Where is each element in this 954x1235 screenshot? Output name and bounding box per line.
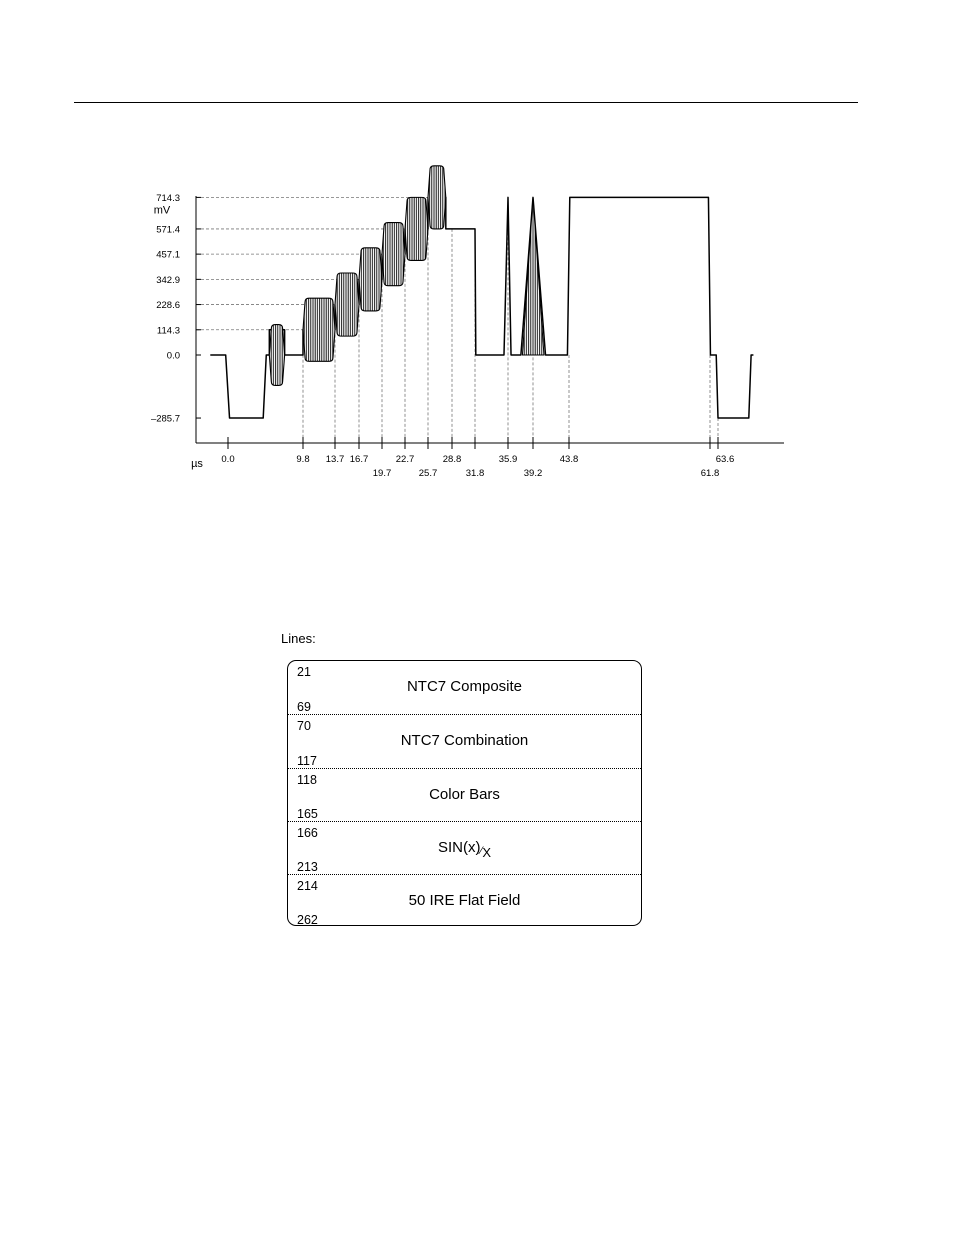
line-row-color-bars [288,768,641,821]
x-tick-label: 9.8 [296,454,310,465]
line-end: 262 [297,913,318,926]
lines-title: Lines: [281,631,316,646]
y-tick-label: 457.1 [156,249,180,261]
line-row-ntc7-combination [288,714,641,767]
fraction-denominator: X [482,844,491,860]
x-tick-label: 13.7 [325,454,345,465]
x-tick-label: 39.2 [523,468,543,479]
x-tick-label: 19.7 [372,468,392,479]
burst-packet [269,325,284,386]
x-unit-label: µs [191,458,203,470]
line-end: 165 [297,806,318,821]
reference-guides [196,197,718,443]
signal-name-main: SIN(x) [437,838,481,856]
y-unit-label: mV [153,204,171,217]
x-tick-label: 25.7 [418,468,438,479]
fraction-slash: ⁄ [480,844,483,857]
axis-labels [151,193,734,479]
line-start: 214 [297,879,318,894]
staircase-packet [303,298,335,361]
staircase-packet [428,166,446,229]
staircase-packet [405,197,428,260]
line-end: 69 [297,700,311,715]
line-row-50-ire-flat-field [288,874,641,926]
y-tick-label: –285.7 [150,413,180,425]
staircase-packet [382,223,405,286]
y-tick-label: 114.3 [156,325,180,337]
x-tick-label: 28.8 [442,454,462,465]
signal-name [288,838,641,860]
y-tick-label: 0.0 [166,350,180,362]
y-tick-label: 571.4 [156,224,180,236]
signal-trace [210,166,753,418]
line-assignment-table [287,660,642,926]
signal-name: NTC7 Composite [406,678,523,695]
x-tick-label: 61.8 [700,468,720,479]
line-start: 21 [297,665,311,679]
signal-line [210,197,753,418]
line-row-ntc7-composite [288,661,641,714]
axes [196,196,784,449]
y-tick-label: 714.3 [156,192,180,204]
x-tick-label: 31.8 [465,468,485,479]
x-tick-label: 43.8 [559,454,579,465]
signal-name: Color Bars [429,785,500,803]
y-tick-label: 342.9 [156,274,180,286]
line-start: 70 [297,719,311,734]
x-tick-label: 0.0 [221,454,235,465]
line-end: 213 [297,860,318,875]
x-tick-label: 63.6 [715,454,735,465]
signal-name: 50 IRE Flat Field [408,892,521,910]
modulated-pulse [522,197,544,355]
staircase-packet [335,273,359,336]
x-tick-label: 35.9 [498,454,518,465]
test-signal-waveform [0,0,954,500]
line-start: 166 [297,825,318,840]
x-tick-label: 16.7 [349,454,369,465]
signal-name: NTC7 Combination [400,732,529,750]
line-start: 118 [297,772,317,787]
line-row-sinx-x [288,821,641,874]
staircase-packet [359,248,382,311]
y-tick-label: 228.6 [156,300,180,312]
x-tick-label: 22.7 [395,454,415,465]
line-end: 117 [297,753,317,768]
